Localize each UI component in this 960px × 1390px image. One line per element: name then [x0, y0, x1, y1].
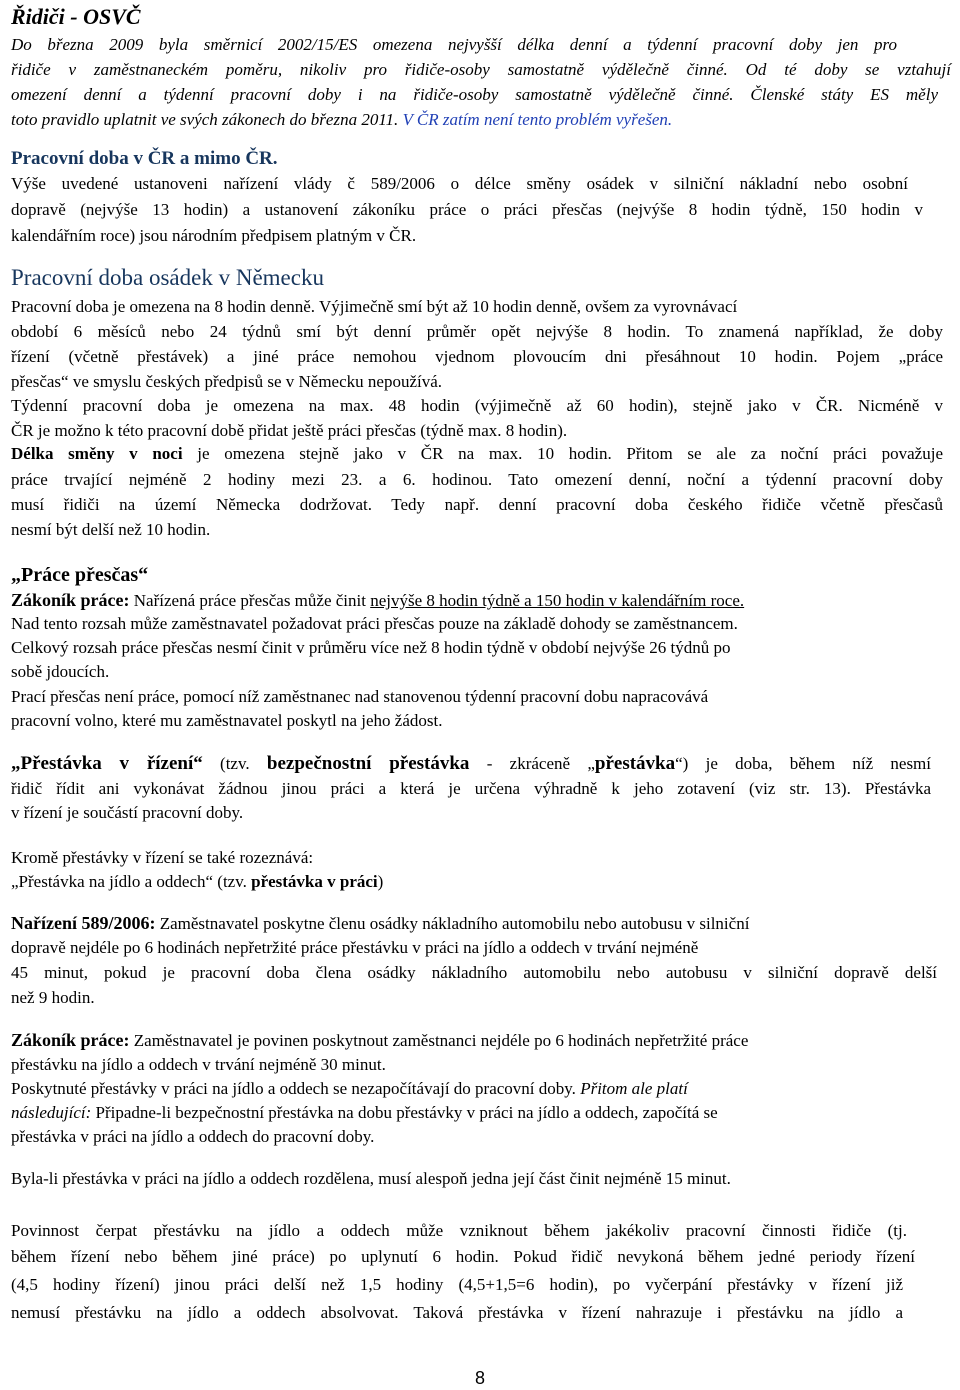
paragraph-line: přestávka v práci na jídlo a oddech do pracovní doby.	[11, 1127, 375, 1146]
bold-term: Nařízení 589/2006:	[11, 913, 156, 933]
page-number: 8	[474, 1368, 485, 1388]
section-heading: „Práce přesčas“	[11, 564, 149, 586]
paragraph-line: přesčas“ ve smyslu českých předpisů se v Německu nepoužívá.	[11, 372, 443, 391]
paragraph-line: Kromě přestávky v řízení se také rozeznává:	[11, 848, 314, 867]
paragraph-line: Povinnost čerpat přestávku na jídlo a oddech může vzniknout během jakékoliv pracovní činnosti řidiče (tj.	[11, 1221, 907, 1240]
paragraph-line: následující: Připadne-li bezpečnostní přestávka na dobu přestávky v práci na jídlo a oddech, započítá se	[11, 1103, 718, 1122]
paragraph-line: sobě jdoucích.	[11, 662, 110, 681]
paragraph-line: pracovní volno, které mu zaměstnavatel poskytl na jeho žádost.	[11, 711, 443, 730]
paragraph-line: řidič řídit ani vykonávat žádnou jinou práci a která je určena výhradně k jeho zotavení (viz str. 13). Přestávka	[11, 779, 931, 798]
paragraph-line: Pracovní doba je omezena na 8 hodin denně. Výjimečně smí být až 10 hodin denně, ovšem za vyrovnávací	[11, 297, 738, 316]
section-heading: Pracovní doba osádek v Německu	[11, 265, 324, 290]
paragraph-line: období 6 měsíců nebo 24 týdnů smí být denní průměr opět nejvýše 8 hodin. To znamená například, že doby	[11, 322, 943, 341]
paragraph-line: během řízení nebo během jiné práce) po uplynutí 6 hodin. Pokud řidič nevykoná během jedné periody řízení	[11, 1247, 915, 1266]
paragraph-line: 45 minut, pokud je pracovní doba člena osádky nákladního automobilu nebo autobusu v silniční dopravě delší	[11, 963, 937, 982]
paragraph-line: Do března 2009 byla směrnicí 2002/15/ES omezena nejvyšší délka denní a týdenní pracovní doby jen pro	[11, 35, 897, 54]
section-title-osvc: Řidiči - OSVČ	[11, 4, 141, 29]
section-heading: Pracovní doba v ČR a mimo ČR.	[11, 148, 278, 169]
bold-term: Délka směny v noci	[11, 444, 183, 463]
paragraph-line: toto pravidlo uplatnit ve svých zákonech do března 2011. V ČR zatím není tento problém vyřešen.	[11, 110, 673, 129]
paragraph-line: Nad tento rozsah může zaměstnavatel požadovat práci přesčas pouze na základě dohody se zaměstnancem.	[11, 614, 738, 633]
paragraph-line: Zákoník práce: Zaměstnavatel je povinen poskytnout zaměstnanci nejdéle po 6 hodinách nepřetržité práce	[11, 1030, 749, 1050]
paragraph-line: (4,5 hodiny řízení) jinou práci delší než 1,5 hodiny (4,5+1,5=6 hodin), po vyčerpání přestávky v řízení již	[11, 1275, 903, 1294]
paragraph-line: práce trvající nejméně 2 hodiny mezi 23. a 6. hodinou. Tato omezení denní, noční a týdenní pracovní doby	[11, 470, 943, 489]
paragraph-line: nesmí být delší než 10 hodin.	[11, 520, 211, 539]
bold-term: Zákoník práce:	[11, 590, 130, 610]
paragraph-line: musí řidiči na území Německa dodržovat. Tedy např. denní pracovní doba českého řidiče včetně přesčasů	[11, 495, 943, 514]
paragraph-line: přestávku na jídlo a oddech v trvání nejméně 30 minut.	[11, 1055, 386, 1074]
paragraph-line: nemusí přestávku na jídlo a oddech absolvovat. Taková přestávka v řízení nahrazuje i přestávku na jídlo a	[11, 1303, 903, 1322]
bold-term: přestávka v práci	[251, 872, 378, 891]
paragraph-line: „Přestávka v řízení“ (tzv. bezpečnostní přestávka - zkráceně „přestávka“) je doba, během níž nesmí	[11, 753, 932, 774]
paragraph-line: Nařízení 589/2006: Zaměstnavatel poskytne členu osádky nákladního automobilu nebo autobusu v silniční	[11, 913, 750, 933]
paragraph-line: omezení denní a týdenní pracovní doby i na řidiče-osoby samostatně výdělečně činné. Členské státy ES měly	[11, 85, 938, 104]
paragraph-line: v řízení je součástí pracovní doby.	[11, 803, 244, 822]
paragraph-line: Prací přesčas není práce, pomocí níž zaměstnanec nad stanovenou týdenní pracovní dobu napracovává	[11, 687, 709, 706]
paragraph-line: Výše uvedené ustanoveni nařízení vlády č 589/2006 o délce směny osádek v silniční nákladní nebo osobní	[11, 174, 908, 193]
paragraph-line: Délka směny v noci je omezena stejně jako v ČR na max. 10 hodin. Přitom se ale za noční práci považuje	[11, 444, 944, 463]
paragraph-line: Celkový rozsah práce přesčas nesmí činit v průměru více než 8 hodin týdně v období nejvýše 26 týdnů po	[11, 638, 731, 657]
paragraph-line: Týdenní pracovní doba je omezena na max. 48 hodin (výjimečně až 60 hodin), stejně jako v ČR. Nicméně v	[11, 396, 943, 415]
paragraph-line: Poskytnuté přestávky v práci na jídlo a oddech se nezapočítávají do pracovní doby. Přitom ale platí	[11, 1079, 688, 1098]
paragraph-line: dopravě (nejvýše 13 hodin) a ustanovení zákoníku práce o práci přesčas (nejvýše 8 hodin týdně, 150 hodin v	[11, 200, 923, 219]
paragraph-line: než 9 hodin.	[11, 988, 95, 1007]
paragraph-line: dopravě nejdéle po 6 hodinách nepřetržité práce přestávku v práci na jídlo a oddech v trvání nejméně	[11, 938, 699, 957]
paragraph-line: řidiče v zaměstnaneckém poměru, nikoliv pro řidiče-osoby samostatně výdělečně činné. Od té doby se vztahují	[11, 60, 951, 79]
highlighted-note: V ČR zatím není tento problém vyřešen.	[402, 110, 673, 129]
paragraph-line: Zákoník práce: Nařízená práce přesčas může činit nejvýše 8 hodin týdně a 150 hodin v kalendářním roce.	[11, 590, 745, 610]
paragraph-line: „Přestávka na jídlo a oddech“ (tzv. přestávka v práci)	[11, 872, 384, 891]
paragraph-line: Byla-li přestávka v práci na jídlo a oddech rozdělena, musí alespoň jedna její část činit nejméně 15 minut.	[11, 1169, 731, 1188]
paragraph-line: ČR je možno k této pracovní době přidat ještě práci přesčas (týdně max. 8 hodin).	[11, 421, 568, 440]
bold-term: Zákoník práce:	[11, 1030, 130, 1050]
paragraph-line: kalendářním roce) jsou národním předpisem platným v ČR.	[11, 226, 417, 245]
paragraph-line: řízení (včetně přestávek) a jiné práce nemohou vjednom plovoucím dni přesáhnout 10 hodin. Pojem „práce	[11, 347, 943, 366]
underlined-text: nejvýše 8 hodin týdně a 150 hodin v kalendářním roce.	[370, 591, 745, 610]
